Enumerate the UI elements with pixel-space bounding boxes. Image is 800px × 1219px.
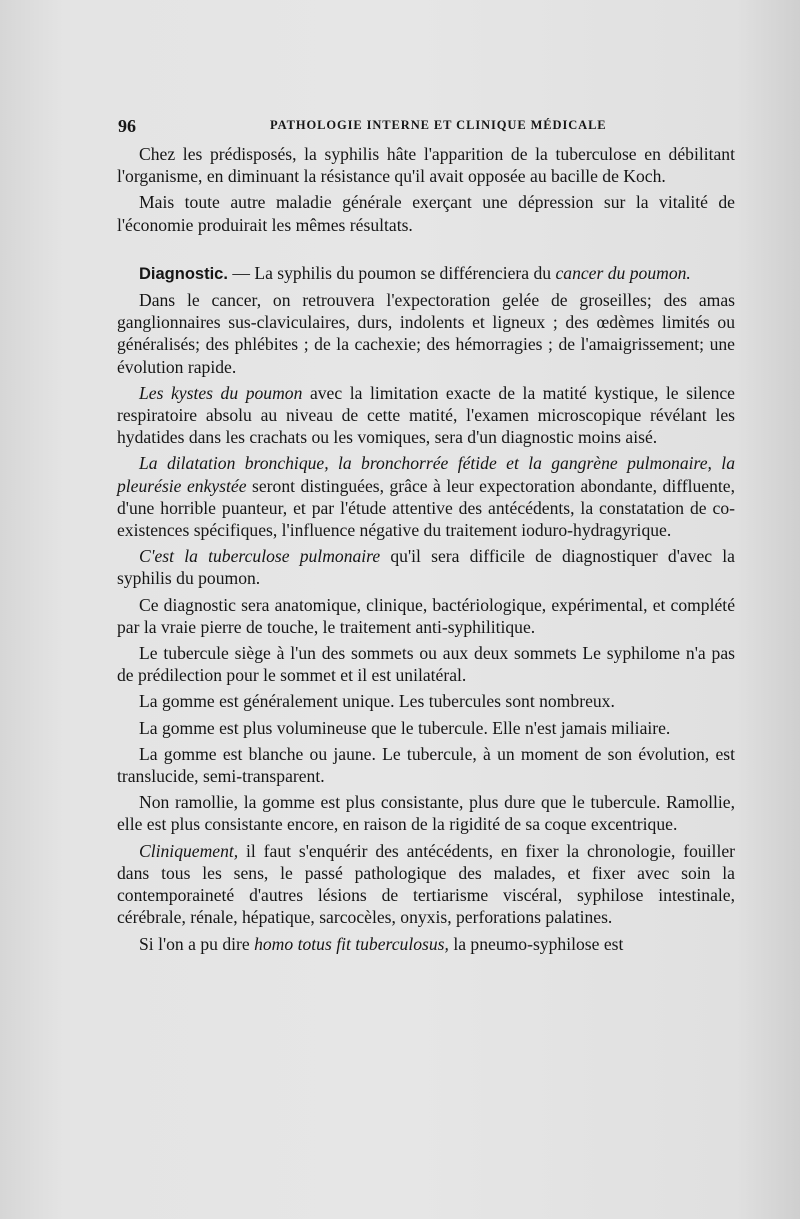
- body-text: [117, 143, 735, 955]
- running-title: PATHOLOGIE INTERNE ET CLINIQUE MÉDICALE: [270, 118, 607, 132]
- italic-term: C'est la tuberculose pulmonaire: [139, 546, 381, 567]
- paragraph: Dans le cancer, on retrouvera l'expectoration gelée de groseilles; des amas ganglionnaires sus-claviculaires, durs, indolents et ligneux ; des œdèmes limités ou généralisés; des phlébites ; de la cachexie; des hémorragies ; de l'amaigrissement; une évolution rapide.: [117, 290, 735, 377]
- italic-term: homo totus fit tuberculosus,: [254, 933, 449, 954]
- paragraph: [117, 933, 735, 955]
- paragraph-text: — La syphilis du poumon se différenciera du: [227, 262, 556, 283]
- diagnostic-paragraph: [117, 262, 735, 285]
- paragraph: Ce diagnostic sera anatomique, clinique, bactériologique, expérimental, et complété par la vraie pierre de touche, le traitement anti-syphilitique.: [117, 594, 735, 637]
- paragraph: [117, 545, 735, 589]
- paragraph-text: qu'il sera difficile de diagnostiquer d'avec la syphilis du poumon.: [117, 546, 735, 589]
- italic-term: La dilatation bronchique, la bronchorrée fétide et la gangrène pulmonaire, la pleurésie enkystée: [117, 453, 735, 496]
- page-header: [118, 116, 732, 136]
- paragraph-text: seront distinguées, grâce à leur expectoration abondante, diffluente, d'une horrible puanteur, et par l'étude attentive des antécédents, la constatation de co-existences spécifiques, l'influence négative du traitement ioduro-hydragyrique.: [117, 475, 736, 541]
- paragraph: [117, 382, 735, 449]
- italic-term: Cliniquement,: [139, 840, 239, 861]
- paragraph: La gomme est généralement unique. Les tubercules sont nombreux.: [139, 691, 615, 712]
- paragraph-text: il faut s'enquérir des antécédents, en fixer la chronologie, fouiller dans tous les sens, le passé pathologique des malades, et fixer avec soin la contemporaineté d'autres lésions de tertiarisme viscéral, syphilose intestinale, cérébrale, rénale, hépatique, sarcocèles, onyxis, perforations palatines.: [117, 840, 735, 928]
- paragraph: La gomme est blanche ou jaune. Le tubercule, à un moment de son évolution, est translucide, semi-transparent.: [117, 743, 735, 787]
- paragraph-text: la pneumo-syphilose est: [448, 933, 624, 954]
- italic-term: Les kystes du poumon: [139, 382, 303, 403]
- paragraph-text: avec la limitation exacte de la matité kystique, le silence respiratoire absolu au niveau de cette matité, l'examen microscopique révélant les hydatides dans les crachats ou les vomiques, sera d'un diagnostic moins aisé.: [117, 382, 735, 448]
- page-number: 96: [118, 116, 136, 136]
- paragraph: Le tubercule siège à l'un des sommets ou aux deux sommets Le syphilome n'a pas de prédilection pour le sommet et il est unilatéral.: [117, 643, 735, 686]
- paragraph: Chez les prédisposés, la syphilis hâte l'apparition de la tuberculose en débilitant l'organisme, en diminuant la résistance qu'il avait opposée au bacille de Koch.: [117, 144, 735, 187]
- paragraph: Mais toute autre maladie générale exerçant une dépression sur la vitalité de l'économie produirait les mêmes résultats.: [117, 192, 735, 235]
- section-heading: Diagnostic.: [139, 264, 228, 283]
- paragraph: La gomme est plus volumineuse que le tubercule. Elle n'est jamais miliaire.: [139, 717, 671, 738]
- paragraph: Non ramollie, la gomme est plus consistante, plus dure que le tubercule. Ramollie, elle est plus consistante encore, en raison de la rigidité de sa coque excentrique.: [117, 792, 735, 835]
- paragraph: [117, 840, 735, 929]
- paragraph-text: Si l'on a pu dire: [139, 933, 255, 954]
- italic-term: cancer du poumon.: [555, 262, 691, 283]
- paragraph: [117, 452, 735, 541]
